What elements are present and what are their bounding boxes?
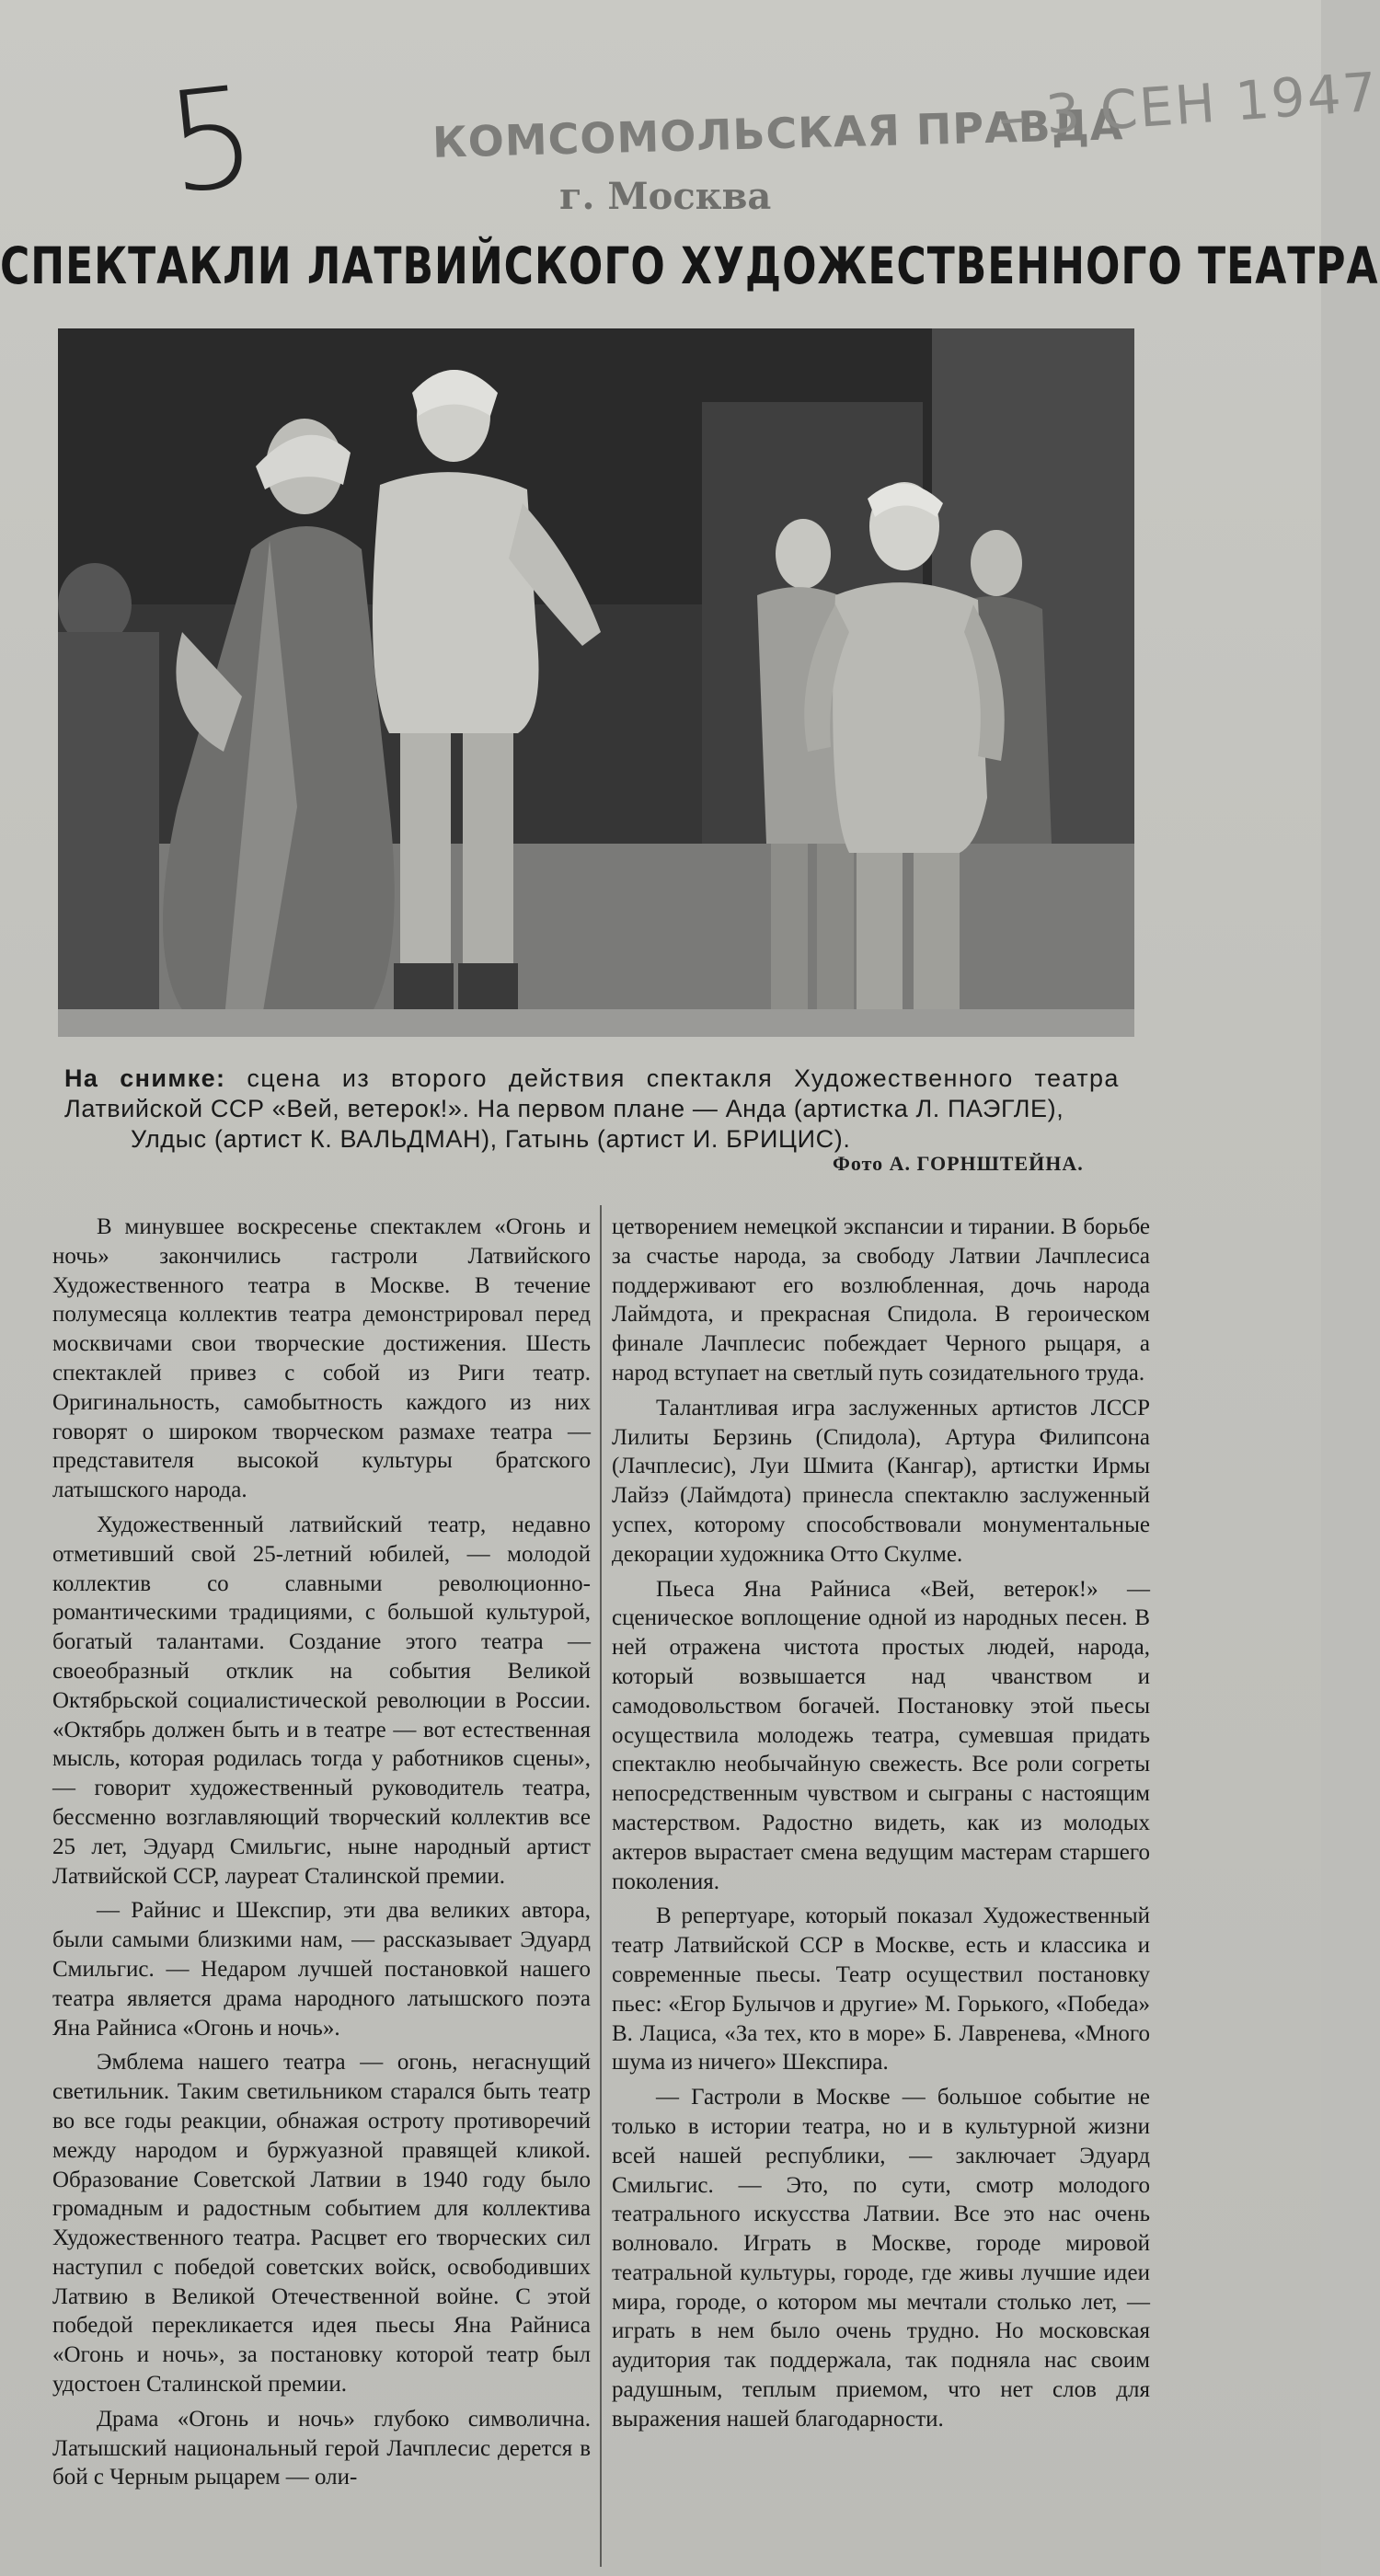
paragraph: — Гастроли в Москве — большое событие не только в истории театра, но и в культурной жизни всей нашей республики, — заключает Эдуард Смильгис. — Это, по сути, смотр молодого театрального искусства Латвии. Все это нас очень волновало. Играть в Москве, городе мировой театральной культуры, городе, где живы лучшие идеи мира, городе, о котором мы мечтали столько лет, — играть в нем было очень трудно. Но московская аудитория так поддержала, так подняла нас своим радушным, теплым приемом, что нет слов для выражения нашей благодарности. (612, 2085, 1150, 2432)
theatre-scene-photo (58, 328, 1134, 1037)
article-column-right (612, 1213, 1150, 2440)
paragraph: В минувшее воскресенье спектаклем «Огонь и ночь» закончились гастроли Латвийского Художественного театра в Москве. В течение полумесяца коллектив театра демонстрировал перед москвичами свои творческие достижения. Шесть спектаклей привез с собой из Риги театр. Оригинальность, самобытность каждого из них говорят о широком творческом размахе театра — представителя высокой культуры братского латышского народа. (52, 1214, 591, 1503)
paragraph: — Райнис и Шекспир, эти два великих автора, были самыми близкими нам, — рассказывает Эдуард Смильгис. — Недаром лучшей постановкой нашего театра является драма народного латышского поэта Яна Райниса «Огонь и ночь». (52, 1898, 591, 2041)
handwritten-number: 5 (159, 56, 264, 225)
newspaper-stamp: КОМСОМОЛЬСКАЯ ПРАВДА (431, 99, 1124, 167)
paragraph: Драма «Огонь и ночь» глубоко символична. Латышский национальный герой Лачплесис дерется в бой с Черным рыцарем — оли- (52, 2406, 591, 2490)
caption-line-3: Улдыс (артист К. ВАЛЬДМАН), Гатынь (артист И. БРИЦИС). (131, 1125, 851, 1153)
paragraph: цетворением немецкой экспансии и тирании. В борьбе за счастье народа, за свободу Латвии Лачплесиса поддерживают его возлюбленная, дочь народа Лаймдота, и прекрасная Спидола. В героическом финале Лачплесис побеждает Черного рыцаря, а народ вступает на светлый путь созидательного труда. (612, 1214, 1150, 1386)
article-column-left (52, 1213, 591, 2498)
stamp-city: г. Москва (559, 175, 772, 218)
paragraph: В репертуаре, который показал Художественный театр Латвийской ССР в Москве, есть и классика и современные пьесы. Театр осуществил постановку пьес: «Егор Булычов и другие» М. Горького, «Победа» В. Лациса, «За тех, кто в море» Б. Лавренева, «Много шума из ничего» Шекспира. (612, 1903, 1150, 2076)
caption-text-1: сцена из второго действия спектакля Художественного театра (247, 1064, 1120, 1092)
caption-label: На снимке: (64, 1064, 226, 1092)
article-headline: СПЕКТАКЛИ ЛАТВИЙСКОГО ХУДОЖЕСТВЕННОГО ТЕАТРА (0, 237, 1379, 296)
paragraph: Пьеса Яна Райниса «Вей, ветерок!» — сценическое воплощение одной из народных песен. В ней отражена чистота простых людей, народа, который возвышается над чванством и самодовольством богачей. Постановку этой пьесы осуществила молодежь театра, сумевшая придать спектаклю необычайную свежесть. Все роли согреты непосредственным чувством и сыграны с настоящим мастерством. Радостно видеть, как из молодых актеров вырастает смена ведущим мастерам старшего поколения. (612, 1576, 1150, 1894)
date-stamp: – 3 СЕН 1947 (996, 60, 1380, 150)
paragraph: Эмблема нашего театра — огонь, негаснущий светильник. Таким светильником старался быть театр во все годы реакции, обнажая остроту противоречий между народом и буржуазной правящей кликой. Образование Советской Латвии в 1940 году было громадным и радостным событием для коллектива Художественного театра. Расцвет его творческих сил наступил с победой советских войск, освободивших Латвию в Великой Отечественной войне. С этой победой перекликается идея пьесы Яна Райниса «Огонь и ночь», за постановку которой театр был удостоен Сталинской премии. (52, 2050, 591, 2398)
paragraph: Талантливая игра заслуженных артистов ЛССР Лилиты Берзинь (Спидола), Артура Филипсона (Лачплесис), Луи Шмита (Кангар), артистки Ирмы Лайзэ (Лаймдота) принесла спектаклю заслуженный успех, которому способствовали монументальные декорации художника Отто Скулме. (612, 1395, 1150, 1567)
photo-credit: Фото А. ГОРНШТЕЙНА. (833, 1152, 1084, 1175)
column-divider (600, 1205, 602, 2567)
photo-caption (64, 1064, 1132, 1155)
caption-line-2: Латвийской ССР «Вей, ветерок!». На первом плане — Анда (артистка Л. ПАЭГЛЕ), (64, 1095, 1064, 1122)
caption-line-1 (64, 1064, 1132, 1094)
paragraph: Художественный латвийский театр, недавно отметивший свой 25-летний юбилей, — молодой коллектив со славными революционно-романтическими традициями, с большой культурой, богатый талантами. Создание этого театра — своеобразный отклик на события Великой Октябрьской социалистической революции в России. «Октябрь должен быть и в театре — вот естественная мысль, которая родилась тогда у работников сцены», — говорит художественный руководитель театра, бессменно возглавляющий творческий коллектив все 25 лет, Эдуард Смильгис, ныне народный артист Латвийской ССР, лауреат Сталинской премии. (52, 1512, 591, 1889)
